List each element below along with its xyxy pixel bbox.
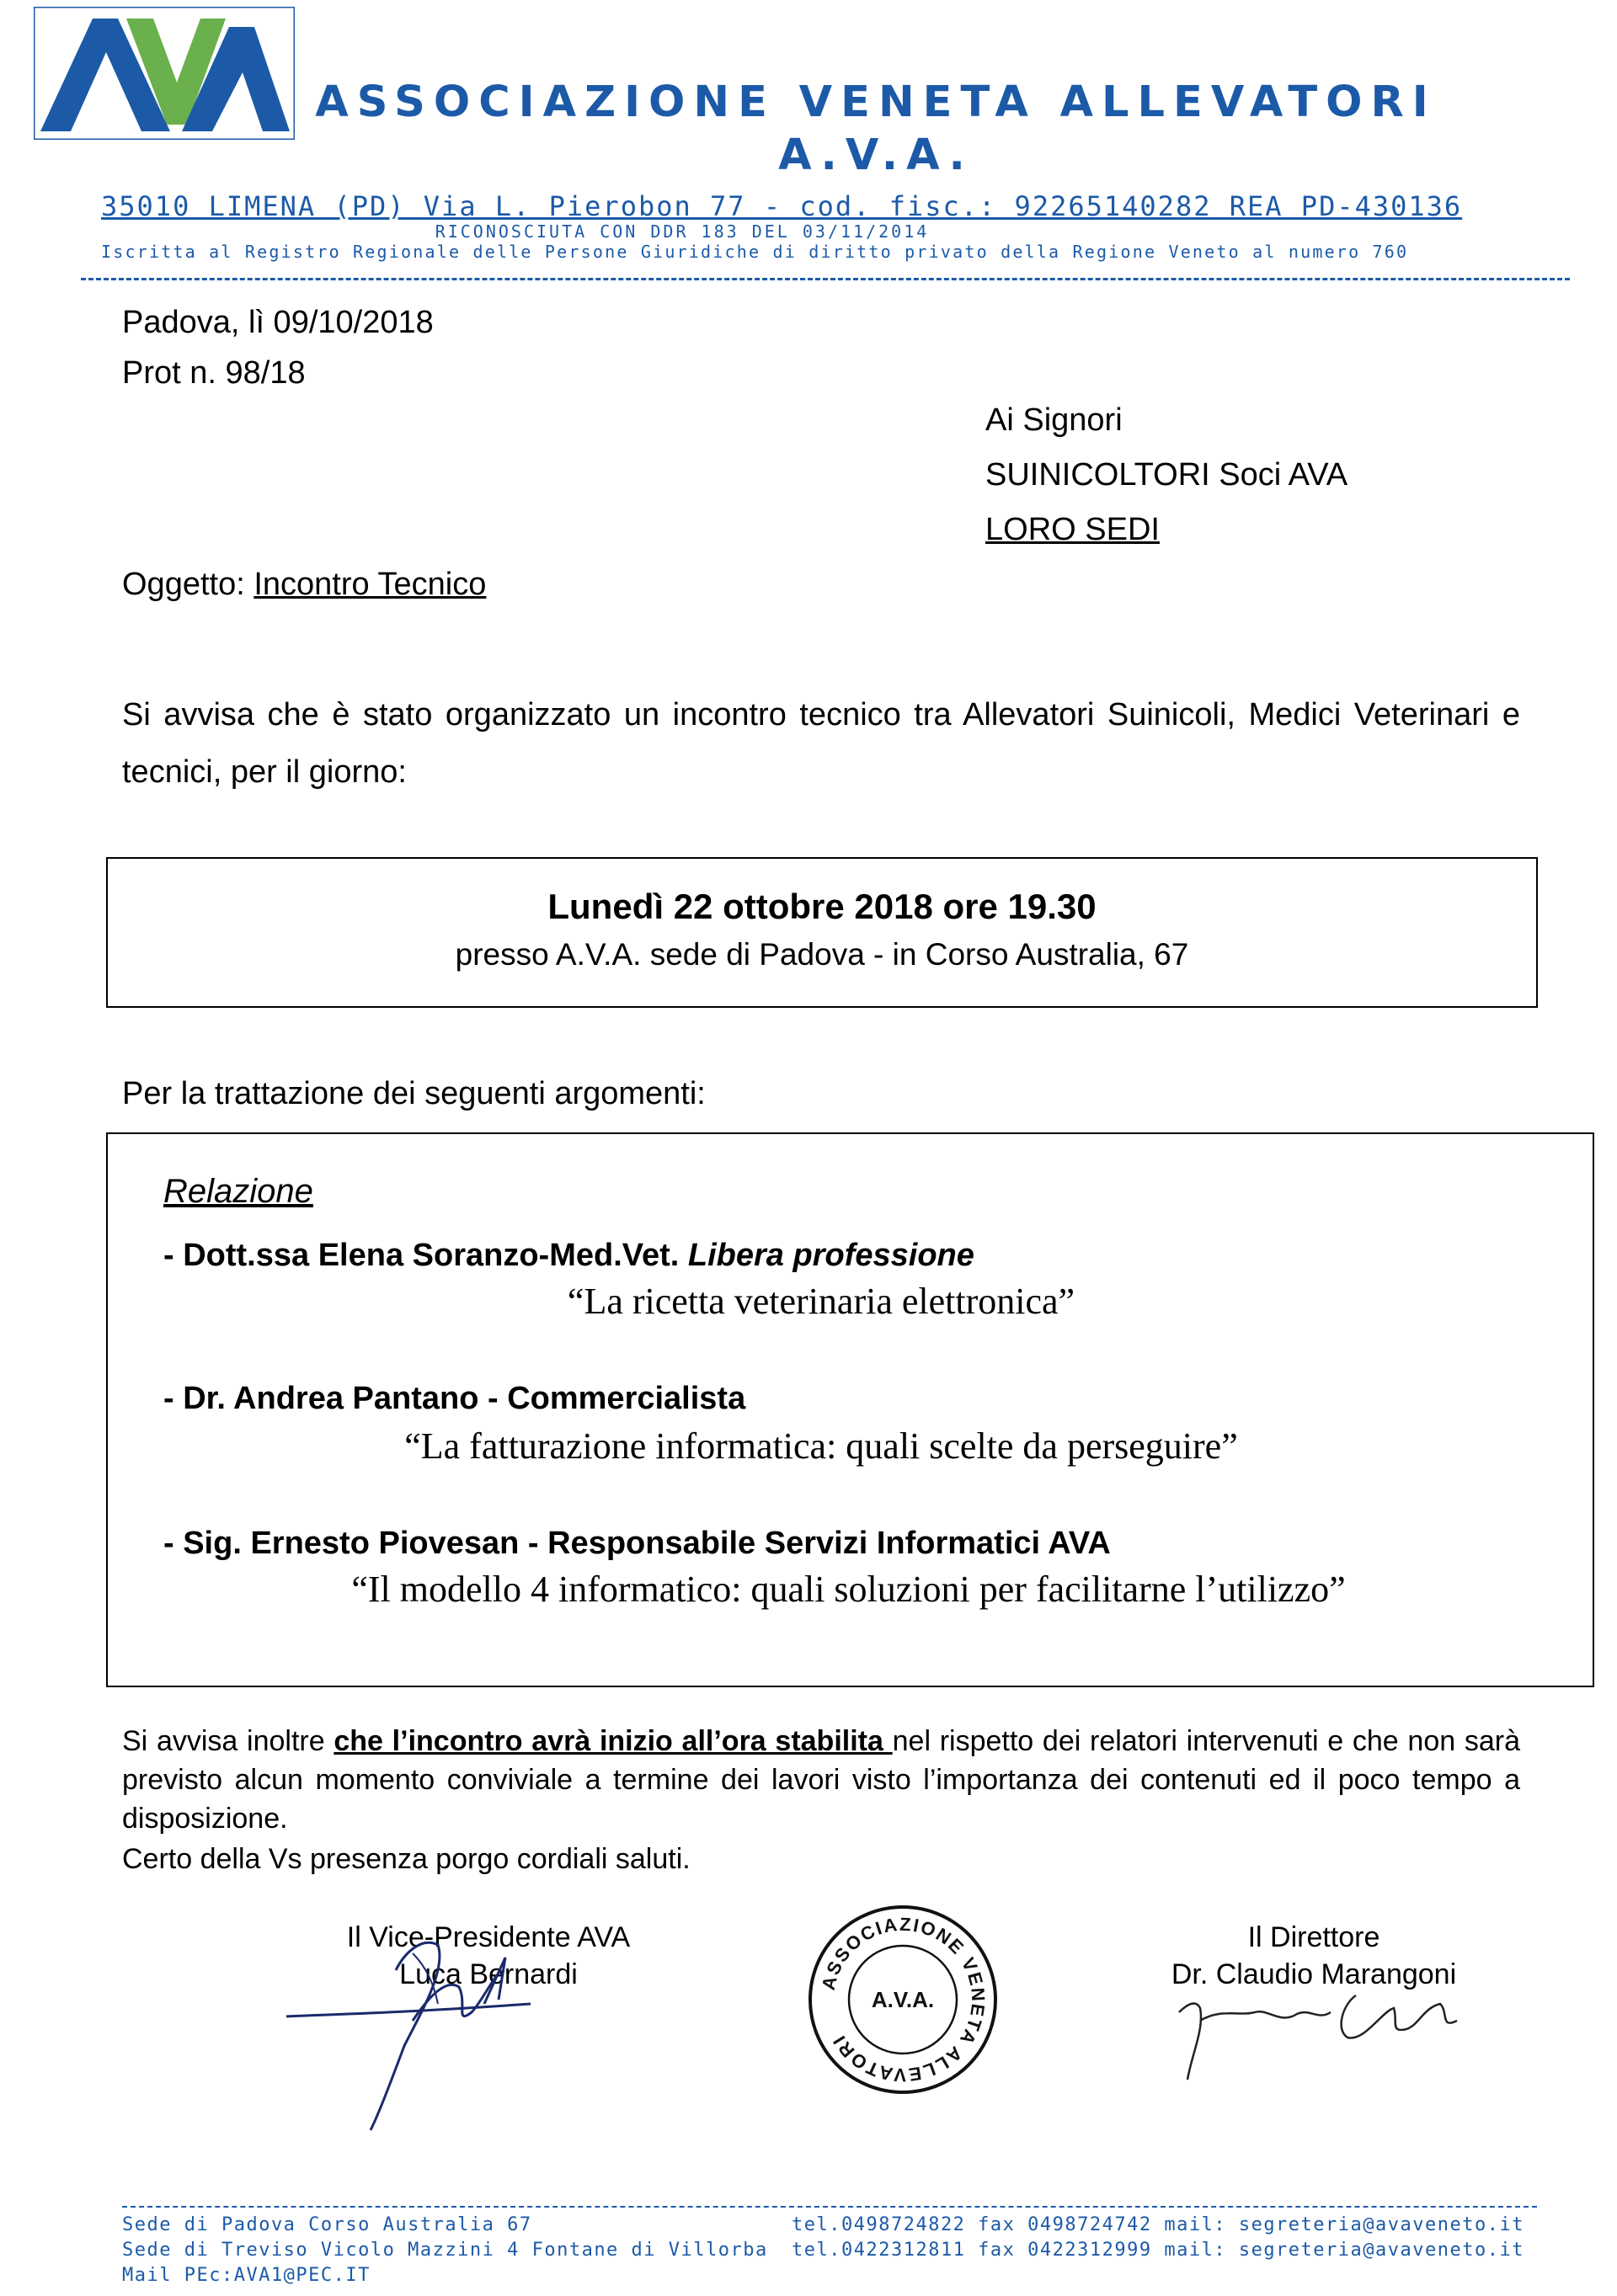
event-place: presso A.V.A. sede di Padova - in Corso Australia, 67	[455, 937, 1189, 972]
footer-treviso-address: Sede di Treviso Vicolo Mazzini 4 Fontane di Villorba	[122, 2240, 768, 2261]
topics-intro: Per la trattazione dei seguenti argomenti:	[122, 1076, 706, 1111]
ava-logo	[34, 7, 295, 140]
greeting: Certo della Vs presenza porgo cordiali saluti.	[122, 1843, 691, 1875]
speaker-1-name: - Dott.ssa Elena Soranzo-Med.Vet.	[163, 1238, 680, 1273]
recipient-line-2: SUINICOLTORI Soci AVA	[985, 457, 1348, 493]
speaker-2-talk: “La fatturazione informatica: quali scelte da perseguire”	[404, 1425, 1238, 1467]
subject-line	[122, 567, 486, 603]
speaker-3-name: - Sig. Ernesto Piovesan - Responsabile Servizi Informatici AVA	[163, 1526, 1111, 1561]
subject-text: Incontro Tecnico	[253, 567, 487, 602]
closing-paragraph	[122, 1722, 1520, 1838]
footer-padova-contacts: tel.0498724822 fax 0498724742 mail: segreteria@avaveneto.it	[792, 2214, 1524, 2235]
director-signature	[1162, 1962, 1465, 2088]
speaker-1-role: Libera professione	[687, 1238, 974, 1273]
intro-paragraph: Si avvisa che è stato organizzato un incontro tecnico tra Allevatori Suinicoli, Medici Veterinari e tecnici, per il giorno:	[122, 697, 1520, 790]
stamp-center-text: A.V.A.	[871, 1987, 935, 2012]
closing-pre: Si avvisa inoltre	[122, 1725, 334, 1757]
director-role: Il Direttore	[1247, 1921, 1380, 1953]
speaker-3-talk: “Il modello 4 informatico: quali soluzioni per facilitarne l’utilizzo”	[351, 1569, 1346, 1610]
place-date: Padova, lì 09/10/2018	[122, 305, 434, 340]
relazione-heading: Relazione	[163, 1173, 313, 1210]
footer-padova-address: Sede di Padova Corso Australia 67	[122, 2214, 532, 2235]
subject-label: Oggetto:	[122, 567, 245, 602]
organization-name: ASSOCIAZIONE VENETA ALLEVATORI	[315, 77, 1437, 127]
footer-pec: Mail PEc:AVA1@PEC.IT	[122, 2265, 371, 2286]
event-date: Lunedì 22 ottobre 2018 ore 19.30	[547, 887, 1097, 926]
organization-address: 35010 LIMENA (PD) Via L. Pierobon 77 - cod. fisc.: 92265140282 REA PD-430136	[101, 190, 1463, 222]
footer-treviso-contacts: tel.0422312811 fax 0422312999 mail: segreteria@avaveneto.it	[792, 2240, 1524, 2261]
organization-abbreviation: A.V.A.	[778, 131, 974, 180]
vice-president-role: Il Vice-Presidente AVA	[346, 1921, 631, 1953]
closing-post: nel rispetto dei relatori intervenuti e che non sarà previsto alcun momento conviviale a termine dei lavori visto l’importanza dei contenuti ed il poco tempo a disposizione.	[122, 1725, 1521, 1835]
vice-president-name: Luca Bernardi	[399, 1958, 578, 1990]
event-box	[106, 857, 1538, 1008]
recognition-note: RICONOSCIUTA CON DDR 183 DEL 03/11/2014	[435, 221, 930, 242]
association-stamp	[806, 1903, 1000, 2096]
speaker-2-name: - Dr. Andrea Pantano - Commercialista	[163, 1381, 746, 1416]
speaker-1	[163, 1238, 974, 1274]
footer-divider	[122, 2206, 1537, 2208]
vice-president-signature	[278, 1920, 556, 2139]
registry-note: Iscritta al Registro Regionale delle Persone Giuridiche di diritto privato della Regione Veneto al numero 760	[101, 242, 1409, 262]
recipient-line-3: LORO SEDI	[985, 512, 1160, 547]
header-divider	[81, 278, 1570, 280]
closing-emphasis: che l’incontro avrà inizio all’ora stabilita	[334, 1725, 893, 1757]
protocol-number: Prot n. 98/18	[122, 355, 306, 391]
stamp-outer-text: ASSOCIAZIONE VENETA ALLEVATORI	[817, 1913, 990, 2086]
speaker-1-talk: “La ricetta veterinaria elettronica”	[567, 1281, 1075, 1322]
director-name: Dr. Claudio Marangoni	[1171, 1958, 1457, 1990]
recipient-line-1: Ai Signori	[985, 402, 1123, 438]
